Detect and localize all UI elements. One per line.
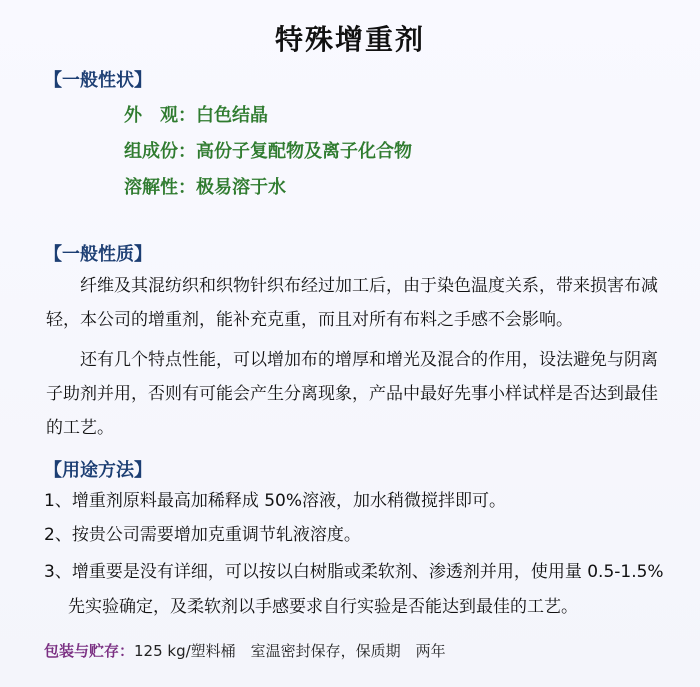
nature-paragraph-1: 纤维及其混纺织和织物针织布经过加工后，由于染色温度关系，带来损害布减轻，本公司的增重剂，能补充克重，而且对所有布料之手感不会影响。 [46,276,658,330]
solubility-property: 溶解性：极易溶于水 [124,177,286,198]
usage-item-3-line-1: 3、增重要是没有详细，可以按以白树脂或柔软剂、渗透剂并用，使用量 0.5-1.5% [44,562,664,582]
packaging-storage-footer [44,640,446,661]
usage-item-2: 2、按贵公司需要增加克重调节轧液溶度。 [44,525,361,545]
document-title: 特殊增重剂 [274,23,425,56]
packaging-storage-label: 包装与贮存： [44,642,135,660]
composition-property: 组成份：高份子复配物及离子化合物 [124,141,412,162]
packaging-storage-text: 125 kg/塑料桶 室温密封保存，保质期 两年 [134,642,446,660]
usage-item-3-line-2: 先实验确定，及柔软剂以手感要求自行实验是否能达到最佳的工艺。 [68,597,578,617]
usage-item-1: 1、增重剂原料最高加稀释成 50%溶液，加水稍微搅拌即可。 [44,491,507,511]
appearance-property: 外 观：白色结晶 [124,105,268,126]
section-usage-method: 【用途方法】 [44,460,152,481]
nature-paragraph-2: 还有几个特点性能，可以增加布的增厚和增光及混合的作用，设法避免与阴离子助剂并用，否则有可能会产生分离现象，产品中最好先事小样试样是否达到最佳的工艺。 [46,350,658,438]
section-general-nature: 【一般性质】 [44,244,152,265]
section-general-properties: 【一般性状】 [44,70,152,91]
